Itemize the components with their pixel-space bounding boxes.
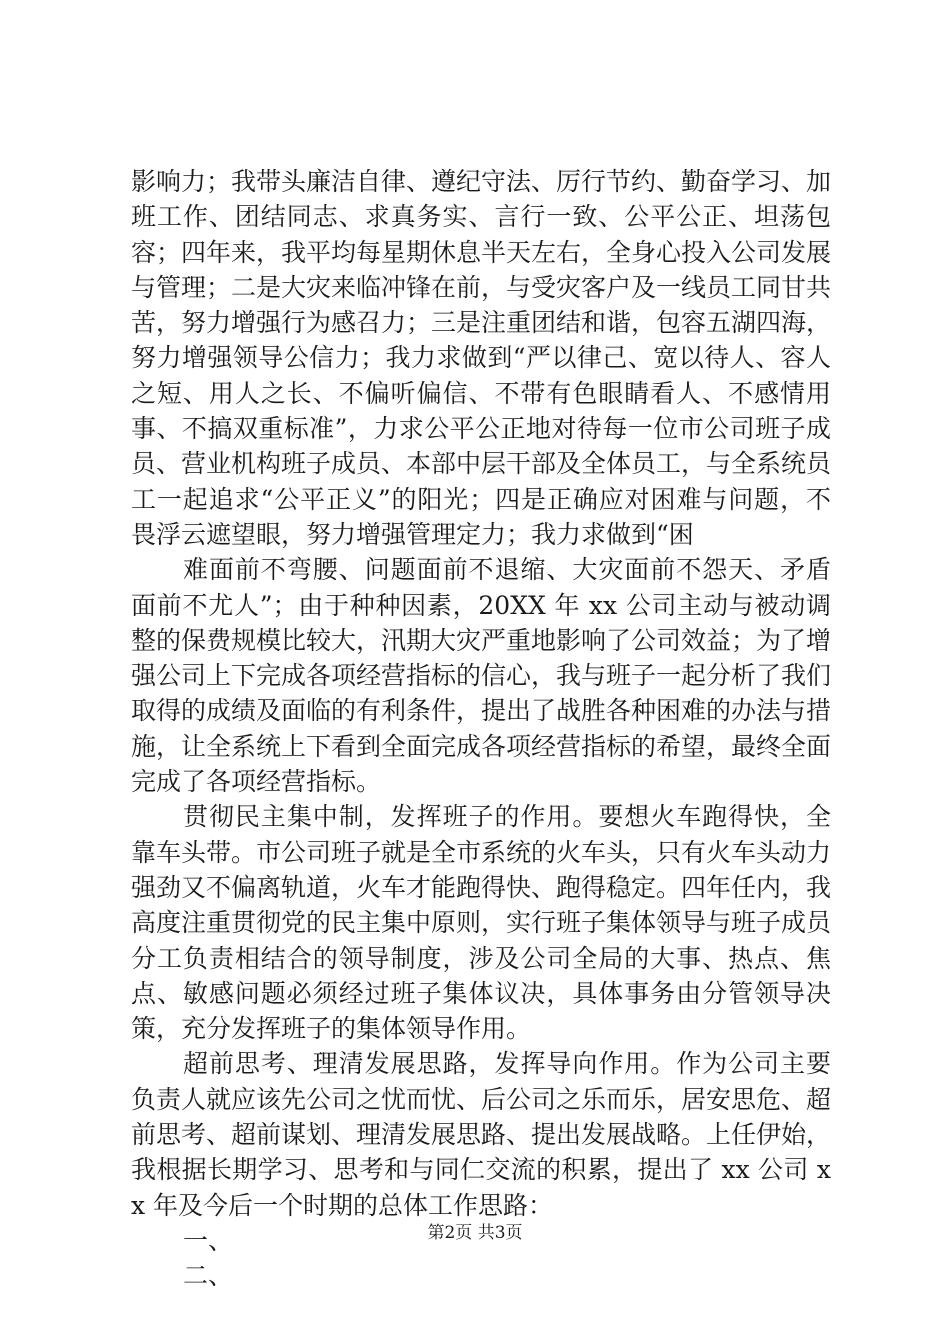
document-body <box>131 164 831 1294</box>
list-item: 二、 <box>183 1261 234 1291</box>
paragraph: 难面前不弯腰、问题面前不退缩、大灾面前不怨天、矛盾面前不尤人”；由于种种因素，20XX 年 xx 公司主动与被动调整的保费规模比较大，汛期大灾严重地影响了公司效益；为了增强公司上下完成各项经营指标的信心，我与班子一起分析了我们取得的成绩及面临的有利条件，提出了战胜各种困难的办法与措施，让全系统上下看到全面完成各项经营指标的希望，最终全面完成了各项经营指标。 <box>131 555 832 797</box>
paragraph-continuation: 影响力；我带头廉洁自律、遵纪守法、厉行节约、勤奋学习、加班工作、团结同志、求真务实、言行一致、公平公正、坦荡包容；四年来，我平均每星期休息半天左右，全身心投入公司发展与管理；二是大灾来临冲锋在前，与受灾客户及一线员工同甘共苦，努力增强行为感召力；三是注重团结和谐，包容五湖四海，努力增强领导公信力；我力求做到“严以律己、宽以待人、容人之短、用人之长、不偏听偏信、不带有色眼睛看人、不感情用事、不搞双重标准”，力求公平公正地对待每一位市公司班子成员、营业机构班子成员、本部中层干部及全体员工，与全系统员工一起追求“公平正义”的阳光；四是正确应对困难与问题，不畏浮云遮望眼，努力增强管理定力；我力求做到“困 <box>131 167 832 549</box>
page-footer: 第2页 共3页 <box>427 1223 523 1243</box>
paragraph: 超前思考、理清发展思路，发挥导向作用。作为公司主要负责人就应该先公司之忧而忧、后公司之乐而乐，居安思危、超前思考、超前谋划、理清发展思路、提出发展战略。上任伊始，我根据长期学习、思考和与同仁交流的积累，提出了 xx 公司 xx 年及今后一个时期的总体工作思路： <box>131 1049 832 1220</box>
paragraph: 贯彻民主集中制，发挥班子的作用。要想火车跑得快，全靠车头带。市公司班子就是全市系统的火车头，只有火车头动力强劲又不偏离轨道，火车才能跑得快、跑得稳定。四年任内，我高度注重贯彻党的民主集中原则，实行班子集体领导与班子成员分工负责相结合的领导制度，涉及公司全局的大事、热点、焦点、敏感问题必须经过班子集体议决，具体事务由分管领导决策，充分发挥班子的集体领导作用。 <box>131 802 832 1044</box>
list-item: 一、 <box>183 1225 234 1255</box>
